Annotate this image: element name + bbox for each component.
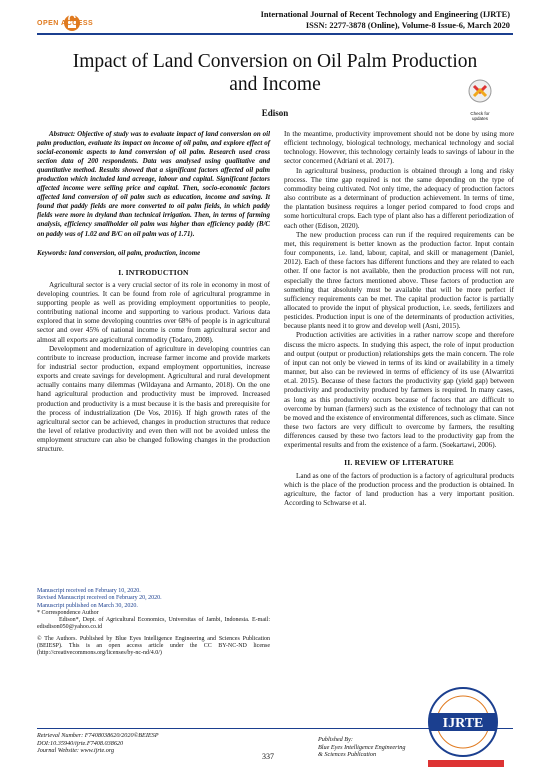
journal-header (261, 10, 510, 31)
seal-label: IJRTE (442, 716, 484, 731)
author-name: Edison (261, 108, 289, 118)
publisher-line-2: & Sciences Publication (318, 751, 377, 759)
journal-website[interactable]: Journal Website: www.ijrte.org (37, 747, 115, 755)
revised-date: Revised Manuscript received on February 20, 2020. (37, 595, 162, 602)
correspondence-label: * Correspondence Author (37, 609, 99, 616)
right-paragraph-4: Production activities are activities in a rather narrow scope and therefore discuss the micro aspects. In studying this aspect, the role of input production and output (output or production) relationships gets the main concern. The role of input can not only be viewed in terms of its kind or availability in a timely manner, but also can be reviewed in terms of efficiency of its use (Alwarritzi et.al. 2015). Because of these factors the productivity gap (yield gap) between productivity and productivity produced by farmers is required. In many cases, as long as this productivity occurs because of factors that are difficult to overcome by human (farmers) such as the existence of technology that can not be moved and the existence of environmental differences, such as climate. Since these two factors are very difficult to overcome by farmers, the resulting differences caused by these two factors lead to the productivity gap from the experimental results and from the existence of a farm. (Soekartawi, 2006). (284, 331, 514, 450)
publisher-line-1: Blue Eyes Intelligence Engineering (318, 743, 406, 751)
published-by: Published By: (318, 736, 353, 743)
received-date: Manuscript received on February 10, 2020. (37, 588, 141, 594)
abstract: Abstract: Objective of study was to evaluate impact of land conversion on oil palm production, evaluate its impact on income of oil palm, and explore effect of social-economic aspects to land conversion of oil palm. Research used cross section data of 200 respondents. Data was analysed using qualitative and quantitative method. Results showed that a significant factors affected oil palm production which included land acreage, labour and capital. Significant factors affected income were selling price and capital. Then, socio-economic factors affected land conversion of oil palm such as education, income and saving. It found that paddy fields are more converted to oil palm fields, in which paddy fields were more in dryland than technical irrigation. Then, in terms of farming analysis, efficiency smallholder oil palm was higher than efficiency paddy (B/C on paddy was of 1.02 and B/C on oil palm was of 1.71). (37, 130, 270, 238)
intro-paragraph-1: Agricultural sector is a very crucial sector of its role in economy in most of developing countries. It can be found from role of agricultural programme in supporting people as well as providing employment opportunities to people, contributing national income and supporting to various product. Various data explored that in some developing countries over 68% of people is in agricultural sector and over 45% of national income is come from agricultural sector and almost all exports are agricultural commodity (Todaro, 2008). (37, 280, 270, 344)
footer-metadata (37, 732, 159, 755)
left-column (37, 130, 270, 455)
publisher-info (318, 736, 405, 759)
open-access-text: OPEN ACCESS (37, 20, 94, 27)
title-line-1: Impact of Land Conversion on Oil Palm Production (72, 51, 478, 72)
right-paragraph-2: In agricultural business, production is obtained through a long and risky process. The time gap required is not the same depending on the type of commodity being cultivated. Not only time, the adequacy of production factors also contribute as a determinant of production achievement. In terms of time, the plantation business requires a longer period compared to food crops and some horticultural crops. Each type of plant also has a different periodization of each other (Edison, 2020). (284, 166, 514, 230)
title-line-2: and Income (229, 74, 321, 95)
right-column (284, 130, 514, 508)
crossmark-label: Check for updates (470, 111, 490, 121)
intro-paragraph-2: Development and modernization of agriculture in developing countries can contribute to increase production, increase farmer income and provide markets for industrial sector production, expand employment opportunities, increase exports and create savings for development. Agricultural and rural development actually contains many dilemmas (Wildayana and Armanto, 2018). On the one hand agricultural production and productivity must be improved. Increased production and productivity is a must because it is the basis and prerequisite for the process of industrialization (De Vos, 2016). If high growth rates of the agricultural sector can be achieved, changes in production structures that reduce the level of relative productivity and even then will not be avoided unless the employment structure can also be changed following changes in the production structure. (37, 344, 270, 454)
paper-title (40, 50, 510, 96)
issn-line: ISSN: 2277-3878 (Online), Volume-8 Issue-6, March 2020 (305, 20, 510, 30)
right-paragraph-3: The new production process can run if the required requirements can be met, this requirement is better known as the production factor. Input contain four components, i.e. land, labour, capital, and skill or management (Daniel, 2012). Each of these factors has different functions and they are related to each other. If one factor is not available, then the production process will not run, especially the three factors mentioned above. These factors of production are something that absolutely must be available that will be more perfect if sufficiency requirements can be met. The capital production factor is partially allocated to provide the input of physical production, i.e. seeds, fertilizers and pesticides. Production input is one of the determinants of production activities, because plants need it to grow and develop well (Asni, 2015). (284, 230, 514, 331)
license-note: © The Authors. Published by Blue Eyes Intelligence Engineering and Sciences Publication (BEIESP). This is an open access article under the CC BY-NC-ND license (http://creativecommons.org/licenses/by-nc-nd/4.0/) (37, 635, 270, 657)
intro-body (37, 281, 270, 455)
intro-heading: I. INTRODUCTION (118, 267, 189, 277)
page-number: 337 (262, 752, 274, 761)
published-date: Manuscript published on March 30, 2020. (37, 602, 138, 609)
open-access-logo (37, 12, 115, 34)
literature-heading: II. REVIEW OF LITERATURE (344, 458, 454, 468)
right-paragraph-5: Land as one of the factors of production is a factory of agricultural products which is the place of the production process and the production is obtained. In agriculture, the factor of land production has a very important position. According to Schwarse et al. (284, 471, 514, 508)
journal-seal-icon (408, 680, 508, 770)
manuscript-notes (37, 588, 270, 658)
right-paragraph-1: In the meantime, productivity improvement should not be done by using more efficient technology, biological technology, mechanical technology and social technology. However, this technology certainly leads to savings of labour in the sector concerned (Adriani et al. 2017). (284, 130, 514, 166)
ijrte-seal-logo (408, 680, 508, 770)
crossmark-icon (462, 78, 498, 108)
keywords: Keywords: land conversion, oil palm, production, income (37, 248, 201, 257)
author-affiliation: Edison*, Dept. of Agricultural Economics, Universitas of Jambi, Indonesia. E-mail: edisdison050@yahoo.co.id (37, 617, 270, 631)
retrieval-number: Retrieval Number: F7408038620/2020©BEIESP (37, 732, 159, 739)
header-rule (37, 33, 513, 35)
doi: DOI:10.35940/ijrte.F7408.038620 (37, 739, 124, 747)
journal-name: International Journal of Recent Technology and Engineering (IJRTE) (260, 10, 510, 19)
